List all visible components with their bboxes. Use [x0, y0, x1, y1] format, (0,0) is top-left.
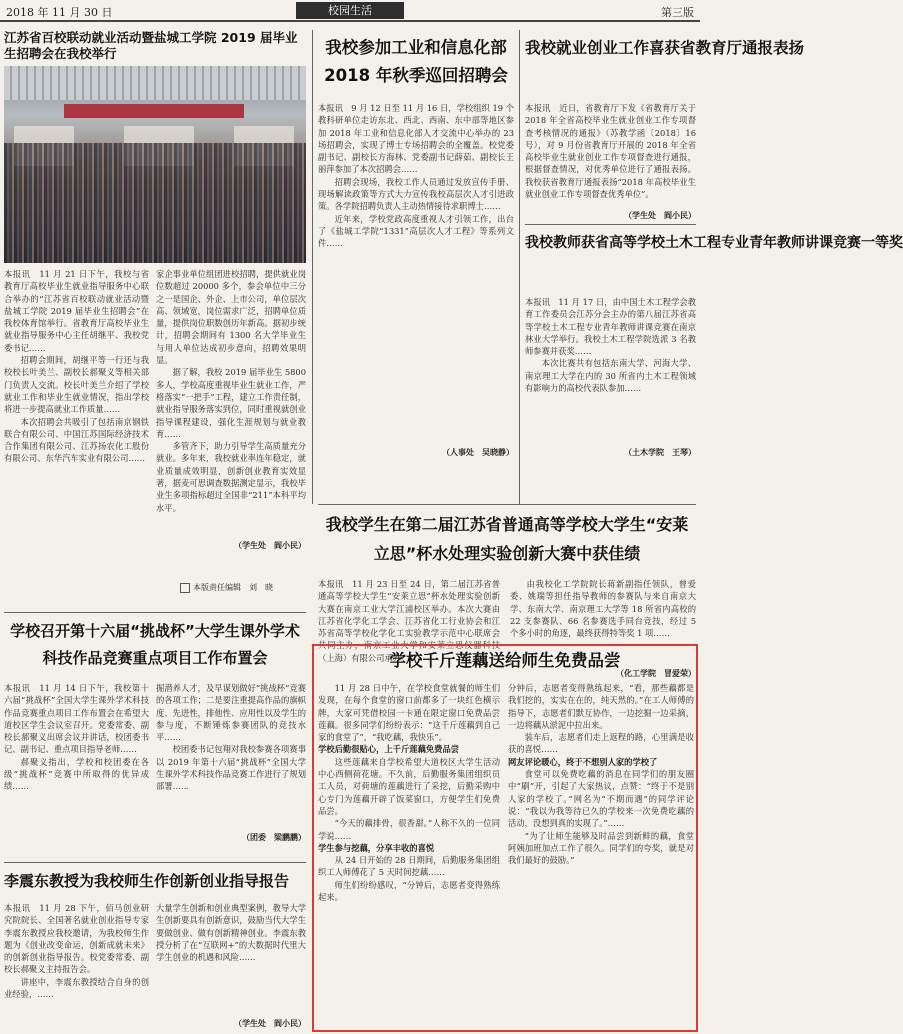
article-job-fair-col1 [4, 268, 149, 600]
article-paragraph: 师生们纷纷感叹，“分钟后，志愿者变得熟练起来。 [318, 879, 500, 903]
article-paragraph: 掘潜养人才，及早谋划做好“挑战杯”竞赛的各项工作；二是要注重提高作品的旗帜度、先进性，排他性、应用性以及学生的参与度，不断锤炼参赛团队的竞技水平…… [156, 683, 306, 743]
article-byline: （人事处 吴晓静） [442, 447, 514, 457]
section-divider [525, 224, 696, 225]
article-job-fair-headline-box [4, 30, 306, 64]
article-paragraph: 郝聚义指出，学校和校团委在各级“挑战杯”竞赛中所取得的优异成绩…… [4, 756, 149, 792]
article-lotus-headline-box [318, 648, 692, 676]
article-paragraph: “今天的藕排骨，很香甜。”人称不久的一位同学说…… [318, 818, 500, 841]
photo-crowd [4, 143, 306, 263]
article-lecture-headline-box [4, 868, 306, 898]
article-paragraph: 大量学生创新和创业典型案例，教导大学生创新要具有创新意识，鼓励当代大学生要做创业、做有创新精神创业。李震东教授分析了在“互联网+”的大数据时代里大学生创业的机遇和风险…… [156, 903, 306, 963]
article-miit-headline-box [318, 34, 514, 96]
column-divider [519, 30, 520, 504]
article-teaching-headline-box [525, 230, 903, 290]
section-divider [4, 612, 306, 613]
article-paragraph: 由我校化工学院院长蒋新副指任领队，曾爱委、姚瑞等担任指导教师的参赛队与来自南京大学、东南大学、南京理工大学等 18 所省内高校的 22 支参赛队、66 名参赛选手同台竞技，经过 5 个多小时的角逐，最终获得特等奖 1 项…… [510, 579, 696, 639]
article-byline: （土木学院 王琴） [624, 447, 696, 457]
article-subheading: 学生参与挖藕，分享丰收的喜悦 [318, 842, 435, 853]
article-byline: （化工学院 冒爱荣） [616, 668, 696, 678]
article-paragraph: 本报讯 11 月 17 日，由中国土木工程学会教育工作委员会江苏分会主办的第八届江苏省高等学校土木工程专业青年教师讲课竞赛在南京林业大学举行。我校土木工程学院选派 3 名教师参赛并获奖…… [525, 297, 696, 357]
article-paragraph: 据了解，我校 2019 届毕业生 5800 多人，学校高度重视毕业生就业工作，严格落实“一把手”工程，建立工作责任制，就业指导服务落实到位，同时重视就创业指导课程建设，强化生涯规划与就业教育…… [156, 367, 306, 439]
article-paragraph: 多管齐下，助力引导学生高质量充分就业。多年来，我校就业率连年稳定，就业质量成效明显，创新创业教育实效显著，据麦可思调查数据测定显示，我校毕业生多项指标超过全国非“211”本科平均水平。 [156, 441, 306, 513]
article-challenge-col2 [156, 682, 306, 832]
article-lotus-headline: 学校千斤莲藕送给师生免费品尝 [389, 651, 621, 670]
article-byline: （学生处 阎小民） [234, 540, 306, 550]
editor-credit [180, 582, 306, 596]
article-paragraph: 本次招聘会共吸引了包括南京钢铁联合有限公司、中国江苏国际经济技术合作集团有限公司、江苏扬农化工股份有限公司、东华汽车实业有限公司…… [4, 416, 149, 464]
section-masthead: 校园生活 [296, 2, 404, 19]
article-paragraph: 分钟后，志愿者变得熟练起来，“看，那些藕都是我们挖的，实实在在的，纯天然的。”在工人师傅的指导下，志愿者们默互协作，一边挖掘一边采摘，一边将藕从淤泥中拉出来。 [508, 683, 694, 730]
article-paragraph: 本报讯 11 月 23 日至 24 日，第二届江苏省普通高等学校大学生“安莱立思”杯水处理实验创新大赛在南京工业大学江浦校区举办。本次大赛由江苏省化学化工学会、江苏省化工行业协会和江苏省高等学校化学化工实验教学示范中心联席会共同主办，南京工业大学和安莱立思仪器科技（上海）有限公司承办。 [318, 579, 500, 663]
article-teaching-headline: 我校教师获省高等学校土木工程专业青年教师讲课竞赛一等奖 [525, 235, 903, 251]
page-header [0, 0, 700, 22]
article-commendation-headline-box [525, 34, 805, 96]
article-miit-body [318, 102, 514, 456]
article-subheading: 网友评论暖心，终于不想别人家的学校了 [508, 756, 658, 767]
article-paragraph: “为了让师生能够及时品尝到新鲜的藕，食堂阿姨加班加点工作了很久。同学们的夸奖，就是对我们最好的鼓励。” [508, 830, 694, 866]
article-paragraph: 招聘会现场，我校工作人员通过发放宣传手册、现场解读政策等方式大力宣传我校高层次人才引进政策。各学院招聘负责人主动热情接待求职博士…… [318, 176, 514, 212]
article-paragraph: 这些莲藕来自学校希望大道校区大学生活动中心西侧荷花塘。不久前，后勤服务集团组织员工人员，对荷塘的莲藕进行了采挖，后勤采购中心专门为莲藕开辟了饭菜窗口，方便学生们免费品尝。 [318, 756, 500, 816]
article-challenge-headline: 学校召开第十六届“挑战杯”大学生课外学术科技作品竞赛重点项目工作布置会 [10, 622, 300, 667]
article-paragraph: 本报讯 11 月 14 日下午，我校第十六届“挑战杯”全国大学生课外学术科技作品竞赛重点项目工作布置会在希望大道校区学生会议室召开。党委常委、副校长郝聚义出席会议并讲话，校团委书记、副书记、重点项目指导老师…… [4, 683, 149, 755]
article-paragraph: 本报讯 近日，省教育厅下发《省教育厅关于 2018 年全省高校毕业生就业创业工作专项督查考核情况的通报》（苏教学函〔2018〕16 号），对 9 月份省教育厅开展的 2018 年全省高校毕业生就业创业工作专项督查进行通报，根据督查情况，对优秀单位进行了通报表扬。我校获省教育厅通报表扬“2018 年高校毕业生就业创业工作专项督查优秀单位”。 [525, 103, 696, 200]
article-lotus-col1 [318, 682, 500, 1028]
article-commendation-headline: 我校就业创业工作喜获省教育厅通报表扬 [525, 39, 805, 57]
article-paragraph: 讲座中，李震东教授结合自身的创业经验，…… [4, 976, 149, 1000]
article-subheading: 学校后勤很贴心，上千斤莲藕免费品尝 [318, 744, 460, 755]
article-byline: （团委 梁鹏鹏） [242, 832, 306, 842]
job-fair-photo [4, 66, 306, 263]
article-job-fair-headline: 江苏省百校联动就业活动暨盐城工学院 2019 届毕业生招聘会在我校举行 [4, 30, 298, 61]
article-byline: （学生处 阎小民） [234, 1018, 306, 1028]
editor-name: 本版责任编辑 刘 晓 [193, 583, 273, 592]
issue-date: 2018 年 11 月 30 日 [6, 6, 113, 19]
article-paragraph: 近年来，学校党政高度重视人才引领工作，出台了《盐城工学院“1331”高层次人才工程》等系列文件…… [318, 213, 514, 249]
article-paragraph: 11 月 28 日中午，在学校食堂就餐的师生们发现，在每个食堂的窗口前都多了一块红色横示牌，大家可凭借校园一卡通在限定窗口免费品尝莲藕。很多同学们纷纷表示：“这千斤莲藕到自己家的食堂了”，“我吃藕，我快乐”。 [318, 683, 500, 743]
article-contest-headline: 我校学生在第二届江苏省普通高等学校大学生“安莱立思”杯水处理实验创新大赛中获佳绩 [325, 515, 689, 563]
article-lecture-col2 [156, 902, 306, 1018]
article-paragraph: 本报讯 9 月 12 日至 11 月 16 日，学校组织 19 个教科研单位走访东北、西北、西南、东中部等地区参加 2018 年工业和信息化部人才交流中心举办的 23 场招聘会，实现了博士专场招聘会的全覆盖。校党委副书记、副校长方海林、党委副书记薛茹、副校长王丽萍参加了本次招聘会…… [318, 103, 514, 175]
article-paragraph: 本次比赛共有包括东南大学、河海大学、南京理工大学在内的 30 所省内土木工程领域有影响力的高校代表队参加…… [525, 358, 696, 394]
page-number: 第三版 [661, 6, 694, 19]
column-divider [312, 30, 313, 504]
photo-banner [64, 104, 244, 118]
article-lecture-col1 [4, 902, 149, 1030]
article-commendation-body [525, 102, 696, 210]
article-lecture-headline: 李震东教授为我校师生作创新创业指导报告 [4, 872, 290, 890]
article-paragraph: 食堂可以免费吃藕的消息在同学们的朋友圈中“刷”开，引起了大家热议，点赞：“终于不是别人家的学校了。”网名为“不期而遇”的同学评论说：“我以为我等待已久的学校来一次免费吃藕的活动，没想到真的实现了。”…… [508, 769, 694, 829]
editor-box-icon [180, 583, 190, 593]
section-divider [4, 862, 306, 863]
article-paragraph: 本报讯 11 月 28 下午，佰马创业研究院院长、全国著名就业创业指导专家李震东教授应我校邀请，为我校师生作题为《创业改变命运，创新成就未来》的创新创业指导报告。校党委常委、副校长郝聚义主持报告会。 [4, 903, 149, 975]
photo-roof [4, 66, 306, 100]
article-challenge-col1 [4, 682, 149, 858]
article-contest-headline-box [318, 510, 696, 574]
article-paragraph: 校团委书记包翔对我校参赛各项赛事以 2019 年第十六届“挑战杯”全国大学生课外学术科技作品竞赛工作进行了规划部署…… [156, 744, 306, 792]
section-divider [318, 504, 696, 505]
article-challenge-headline-box [4, 618, 306, 676]
article-paragraph: 本报讯 11 月 21 日下午，我校与省教育厅高校毕业生就业指导服务中心联合举办的“江苏省百校联动就业活动暨盐城工学院 2019 届毕业生招聘会”在我校体育馆举行。省教育厅高校毕业生就业指导服务中心主任胡继平、我校党委书记…… [4, 269, 149, 353]
article-lotus-col2 [508, 682, 694, 1028]
article-miit-headline: 我校参加工业和信息化部 2018 年秋季巡回招聘会 [324, 38, 508, 85]
article-paragraph: 招聘会期间，胡继平等一行还与我校校长叶美兰、副校长郝聚义等相关部门负责人交流。校长叶美兰介绍了学校就业工作和毕业生就业情况，指出学校将进一步提高就业工作质量…… [4, 355, 149, 415]
article-paragraph: 从 24 日开始的 28 日期间，后勤服务集团组织工人师傅花了 5 天时间挖藕…… [318, 855, 500, 878]
article-paragraph: 装车后，志愿者们走上返程的路，心里满是收获的喜悦…… [508, 732, 694, 755]
article-job-fair-col2 [156, 268, 306, 558]
article-teaching-body [525, 296, 696, 446]
article-byline: （学生处 阎小民） [624, 210, 696, 220]
article-paragraph: 家企事业单位组团进校招聘，提供就业岗位数超过 20000 多个，参会单位中三分之一是国企、外企、上市公司，单位层次高、领域宽，岗位需求广泛，招聘单位质量，提供岗位职数创历年新高。据初步统计，招聘会期间有 1300 名大学毕业生与用人单位达成初步意向，招聘效果明显。 [156, 269, 306, 366]
